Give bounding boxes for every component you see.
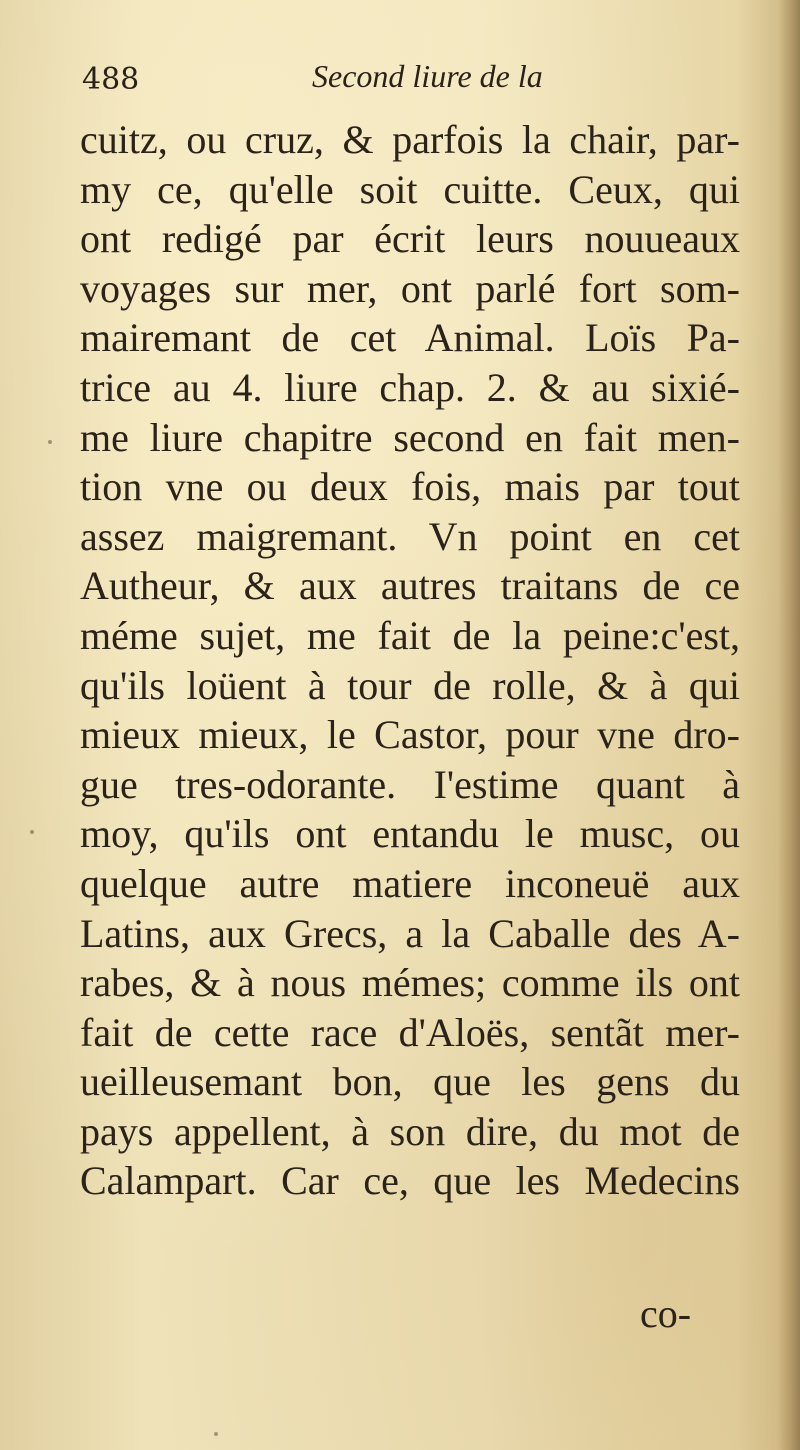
text-line: my ce, qu'elle soit cuitte. Ceux, qui — [80, 166, 740, 212]
page-header — [82, 58, 722, 108]
text-line: moy, qu'ils ont entandu le musc, ou — [80, 811, 740, 857]
text-line: me liure chapitre second en fait men- — [80, 414, 740, 460]
ink-speck — [214, 1432, 218, 1436]
body-text — [80, 115, 740, 1206]
page-edge-shadow — [778, 0, 800, 1450]
text-line: trice au 4. liure chap. 2. & au sixié- — [80, 364, 740, 410]
text-line: assez maigremant. Vn point en cet — [80, 513, 740, 559]
text-line: qu'ils loüent à tour de rolle, & à qui — [80, 662, 740, 708]
ink-speck — [30, 830, 34, 834]
text-line: mairemant de cet Animal. Loïs Pa- — [80, 315, 740, 361]
catchword: co- — [640, 1291, 692, 1336]
ink-speck — [48, 440, 52, 444]
text-line: voyages sur mer, ont parlé fort som- — [80, 265, 740, 311]
page-number: 488 — [82, 62, 140, 97]
running-title: Second liure de la — [312, 58, 543, 94]
text-line: Autheur, & aux autres traitans de ce — [80, 563, 740, 609]
text-line: pays appellent, à son dire, du mot de — [80, 1108, 740, 1154]
text-line: ueilleusemant bon, que les gens du — [80, 1059, 740, 1105]
text-line: méme sujet, me fait de la peine:c'est, — [80, 612, 740, 658]
text-line: tion vne ou deux fois, mais par tout — [80, 464, 740, 510]
text-line: ont redigé par écrit leurs nouueaux — [80, 216, 740, 262]
text-line: mieux mieux, le Castor, pour vne dro- — [80, 712, 740, 758]
text-line: fait de cette race d'Aloës, sentãt mer- — [80, 1009, 740, 1055]
text-line: cuitz, ou cruz, & parfois la chair, par- — [80, 117, 740, 162]
text-line: Latins, aux Grecs, a la Caballe des A- — [80, 910, 740, 956]
text-line: quelque autre matiere inconeuë aux — [80, 860, 740, 906]
text-line: gue tres-odorante. I'estime quant à — [80, 761, 740, 807]
text-line: rabes, & à nous mémes; comme ils ont — [80, 960, 740, 1006]
text-line: Calampart. Car ce, que les Medecins — [80, 1158, 740, 1204]
